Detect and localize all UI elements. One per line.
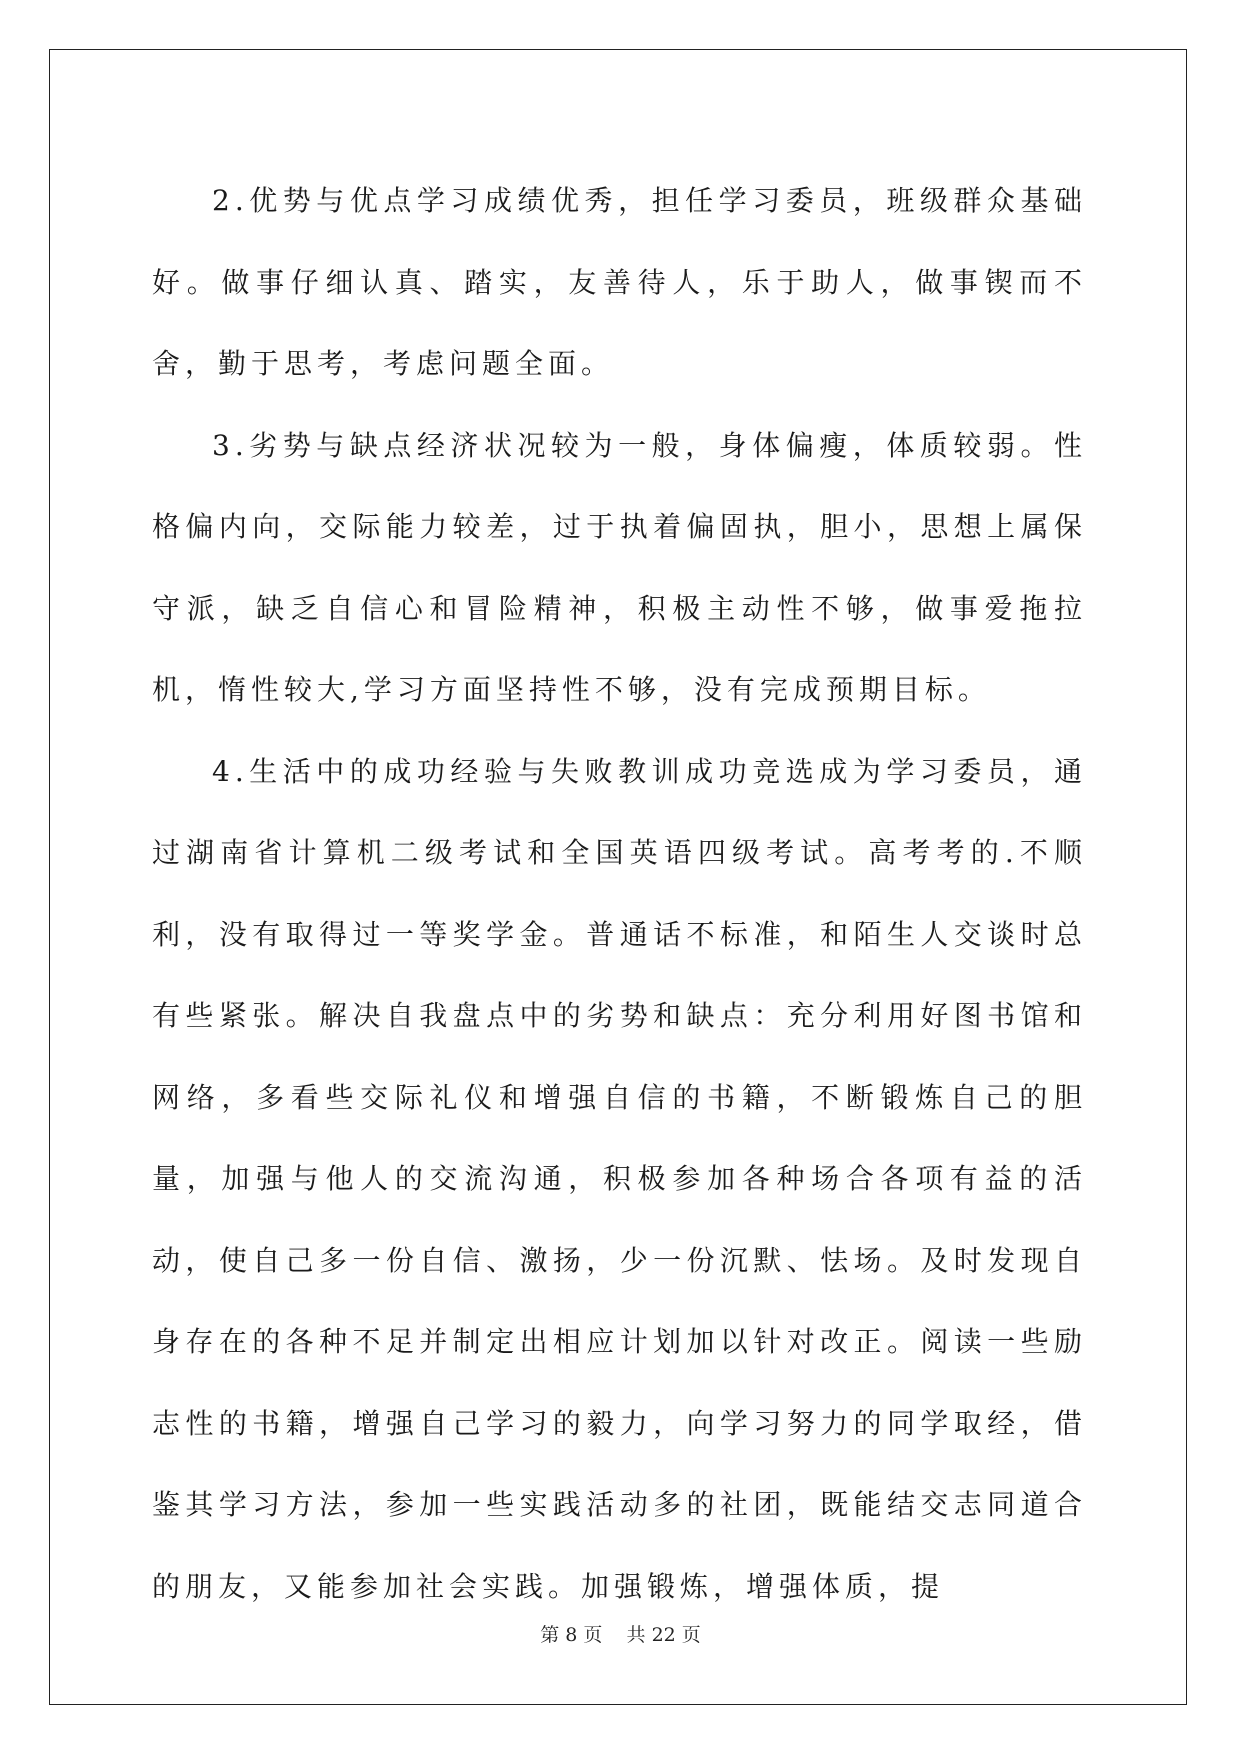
paragraph-experience: 4.生活中的成功经验与失败教训成功竞选成为学习委员，通过湖南省计算机二级考试和全国英语四级考试。高考考的.不顺利，没有取得过一等奖学金。普通话不标准，和陌生人交谈时总有些紧张。解决自我盘点中的劣势和缺点：充分利用好图书馆和网络，多看些交际礼仪和增强自信的书籍，不断锻炼自己的胆量，加强与他人的交流沟通，积极参加各种场合各项有益的活动，使自己多一份自信、激扬，少一份沉默、怯场。及时发现自身存在的各种不足并制定出相应计划加以针对改正。阅读一些励志性的书籍，增强自己学习的毅力，向学习努力的同学取经，借鉴其学习方法，参加一些实践活动多的社团，既能结交志同道合的朋友，又能参加社会实践。加强锻炼，增强体质，提 bbox=[152, 754, 1087, 1603]
paragraph-weaknesses: 3.劣势与缺点经济状况较为一般，身体偏瘦，体质较弱。性格偏内向，交际能力较差，过于执着偏固执，胆小，思想上属保守派，缺乏自信心和冒险精神，积极主动性不够，做事爱拖拉机，惰性较大,学习方面坚持性不够，没有完成预期目标。 bbox=[152, 428, 1087, 706]
page-number: 第 8 页 bbox=[540, 1624, 603, 1646]
page-total: 共 22 页 bbox=[626, 1624, 701, 1646]
paragraph-strengths: 2.优势与优点学习成绩优秀，担任学习委员，班级群众基础好。做事仔细认真、踏实，友善待人，乐于助人，做事锲而不舍，勤于思考，考虑问题全面。 bbox=[152, 184, 1087, 380]
document-body bbox=[152, 160, 1087, 1627]
page-footer bbox=[0, 1620, 1241, 1647]
